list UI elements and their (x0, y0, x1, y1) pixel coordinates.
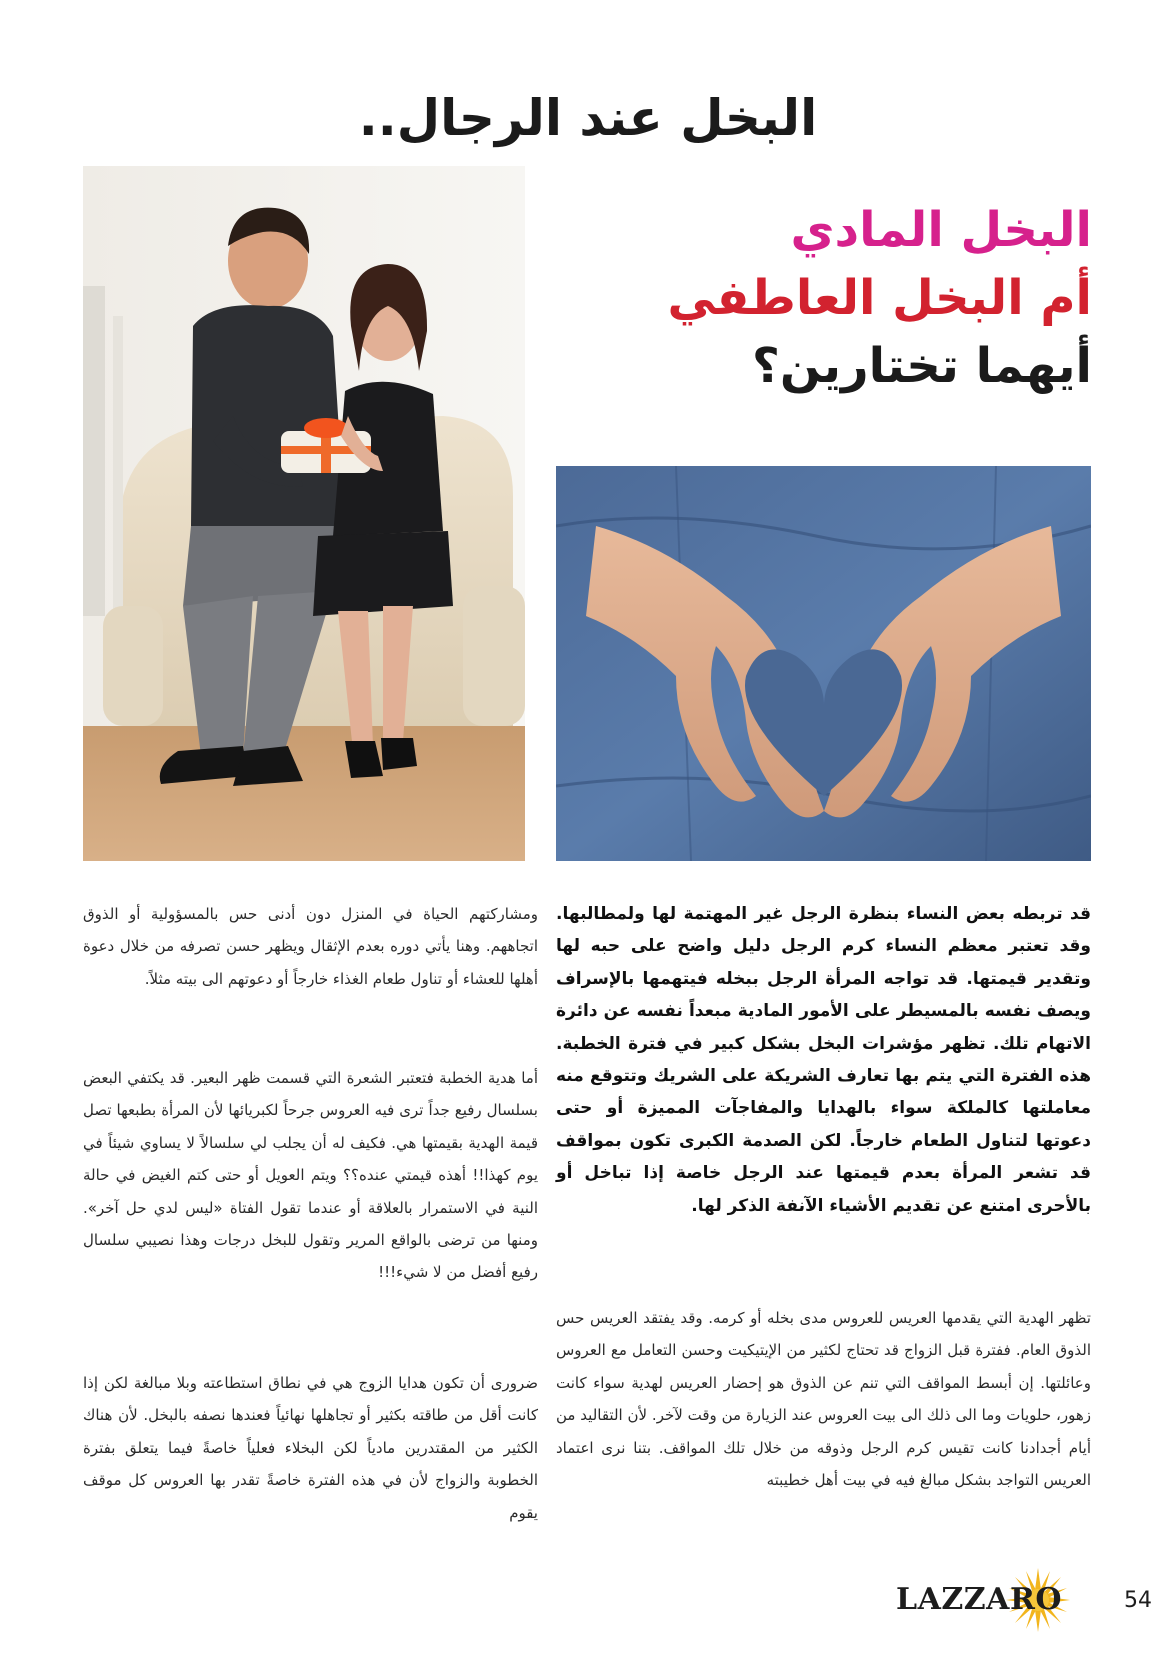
left-body-column-3 (83, 1367, 538, 1529)
couple-gift-photo (83, 166, 525, 861)
magazine-logo (896, 1568, 1063, 1634)
right-body-column (556, 1302, 1091, 1496)
right-body-paragraph: تظهر الهدية التي يقدمها العريس للعروس مدى بخله أو كرمه. وقد يفتقد العريس حس الذوق العام. ففترة قبل الزواج قد تحتاج لكثير من الإيتيكيت وحسن التعامل مع العروس وعائلتها. إن أبسط المواقف التي تنم عن الذوق هو إحضار العريس لهدية سواء كانت زهور، حلويات وما الى ذلك الى بيت العروس عند الزيارة من وقت لآخر. لأن التقاليد من أيام أجدادنا كانت تقيس كرم الرجل وذوقه من خلال تلك المواقف. بتنا نرى اعتماد العريس التواجد بشكل مبالغ فيه في بيت أهل خطيبته (556, 1309, 1091, 1490)
headline (592, 196, 1092, 400)
headline-line-3: أيهما تختارين؟ (751, 338, 1092, 394)
heart-hands-photo (556, 466, 1091, 861)
left-body-column-2 (83, 1062, 538, 1289)
left-body-paragraph-2: أما هدية الخطبة فتعتبر الشعرة التي قسمت ظهر البعير. قد يكتفي البعض بسلسال رفيع جداً ترى فيه العروس جرحاً لكبريائها لأن المرأة بطبعها تصل قيمة الهدية بقيمتها هي. فكيف له أن يجلب لي سلسالاً لا يساوي شيئاً في يوم كهذا!! أهذه قيمتي عنده؟؟ ويتم العويل أو حتى كتم الغيض في حالة النية في الاستمرار بالعلاقة أو عندما تقول الفتاة «ليس لدي حل آخر». ومنها من ترضى بالواقع المرير وتقول للبخل درجات وهذا نصيبي سلسال رفيع أفضل من لا شيء!!! (83, 1069, 538, 1282)
left-body-column-1 (83, 898, 538, 995)
left-body-paragraph-1: ومشاركتهم الحياة في المنزل دون أدنى حس بالمسؤولية أو الذوق اتجاههم. وهنا يأتي دوره بعدم الإثقال ويظهر حسن تصرفه من خلال دعوة أهلها للعشاء أو تناول طعام الغذاء خارجاً أو دعوتهم الى بيته مثلاً. (83, 905, 538, 988)
lead-paragraph-column (556, 898, 1091, 1222)
page-title: البخل عند الرجال.. (358, 89, 818, 147)
headline-line-1: البخل المادي (790, 202, 1092, 258)
logo-text: LAZZARO (896, 1582, 1063, 1617)
page-number: 54 (1124, 1588, 1152, 1613)
headline-line-2: أم البخل العاطفي (667, 270, 1092, 326)
lead-paragraph: قد تربطه بعض النساء بنظرة الرجل غير المهتمة لها ولمطالبها. وقد تعتبر معظم النساء كرم الرجل دليل واضح على حبه لها وتقدير قيمتها. قد تواجه المرأة الرجل ببخله فيتهمها بالإسراف ويصف نفسه بالمسيطر على الأمور المادية مبعداً نفسه عن دائرة الاتهام تلك. تظهر مؤشرات البخل بشكل كبير في فترة الخطبة. هذه الفترة التي يتم بها تعارف الشريكة على الشريك وتتوقع منه معاملتها كالملكة سواء بالهدايا والمفاجآت المميزة أو حتى دعوتها لتناول الطعام خارجاً. لكن الصدمة الكبرى تكون بمواقف قد تشعر المرأة بعدم قيمتها عند الرجل خاصة إذا تباخل أو بالأحرى امتنع عن تقديم الأشياء الآنفة الذكر لها. (556, 904, 1091, 1216)
left-body-paragraph-3: ضرورى أن تكون هدايا الزوج هي في نطاق استطاعته وبلا مبالغة لكن إذا كانت أقل من طاقته بكثير أو تجاهلها نهائياً فعندها نصفه بالبخل. لأن هناك الكثير من المقتدرين مادياً لكن البخلاء فعلياً خاصةً فيما يتعلق بفترة الخطوبة والزواج لأن في هذه الفترة خاصةً تقدر بها العروس كل موقف يقوم (83, 1374, 538, 1522)
